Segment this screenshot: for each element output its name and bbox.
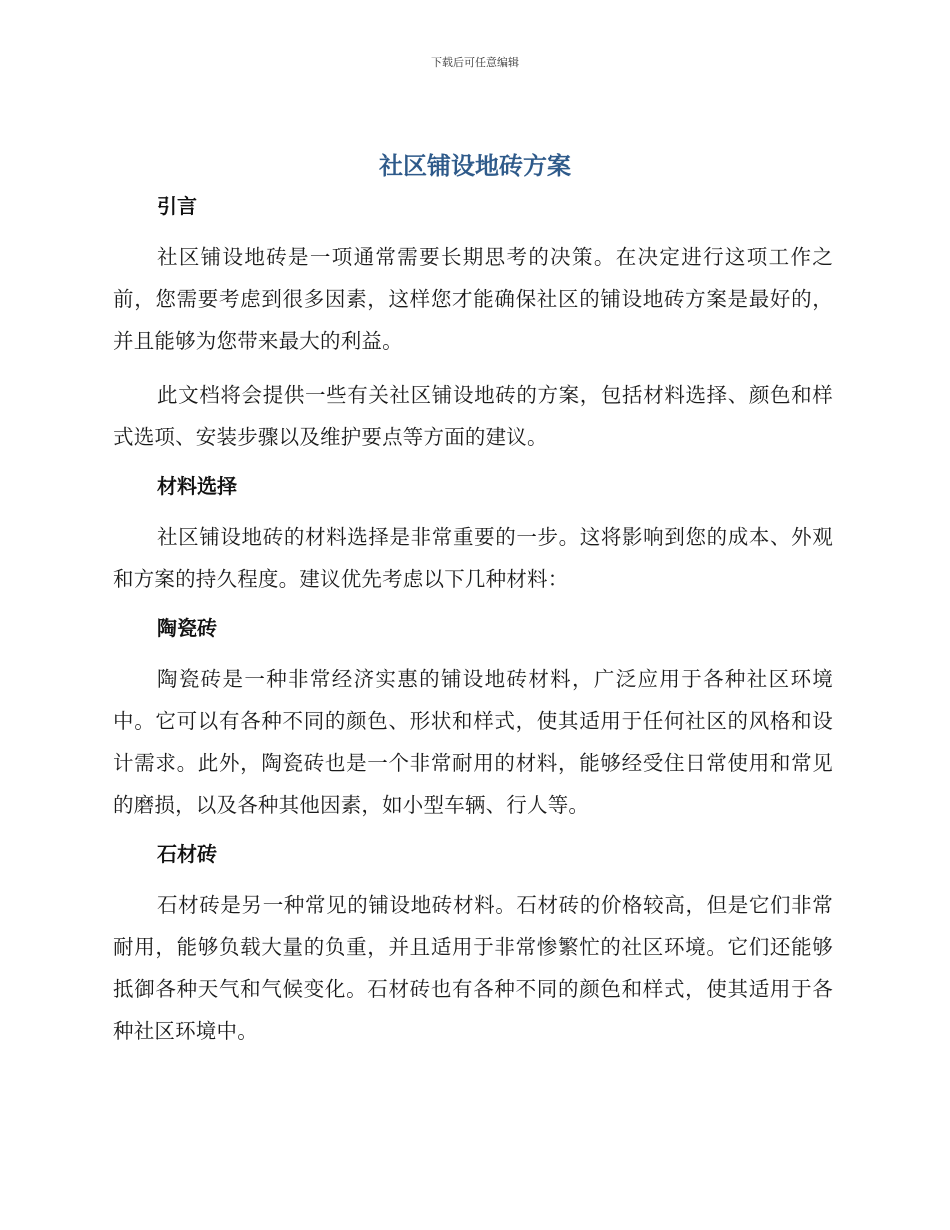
- section-heading-ceramic-tile: 陶瓷砖: [157, 616, 217, 640]
- paragraph: 此文档将会提供一些有关社区铺设地砖的方案，包括材料选择、颜色和样式选项、安装步骤以及维护要点等方面的建议。: [113, 383, 833, 449]
- section-heading-introduction: 引言: [157, 194, 197, 218]
- section-heading-material-selection: 材料选择: [157, 474, 237, 498]
- paragraph: 陶瓷砖是一种非常经济实惠的铺设地砖材料，广泛应用于各种社区环境中。它可以有各种不同的颜色、形状和样式，使其适用于任何社区的风格和设计需求。此外，陶瓷砖也是一个非常耐用的材料，能够经受住日常使用和常见的磨损，以及各种其他因素，如小型车辆、行人等。: [113, 667, 833, 817]
- document-body: [113, 190, 833, 1064]
- paragraph: 社区铺设地砖的材料选择是非常重要的一步。这将影响到您的成本、外观和方案的持久程度。建议优先考虑以下几种材料：: [113, 525, 833, 591]
- paragraph: 社区铺设地砖是一项通常需要长期思考的决策。在决定进行这项工作之前，您需要考虑到很多因素，这样您才能确保社区的铺设地砖方案是最好的，并且能够为您带来最大的利益。: [113, 245, 833, 353]
- section-heading-stone-tile: 石材砖: [157, 842, 217, 866]
- document-title: 社区铺设地砖方案: [379, 152, 571, 180]
- paragraph: 石材砖是另一种常见的铺设地砖材料。石材砖的价格较高，但是它们非常耐用，能够负载大量的负重，并且适用于非常惨繁忙的社区环境。它们还能够抵御各种天气和气候变化。石材砖也有各种不同的颜色和样式，使其适用于各种社区环境中。: [113, 893, 833, 1043]
- header-note: 下载后可任意编辑: [431, 56, 519, 69]
